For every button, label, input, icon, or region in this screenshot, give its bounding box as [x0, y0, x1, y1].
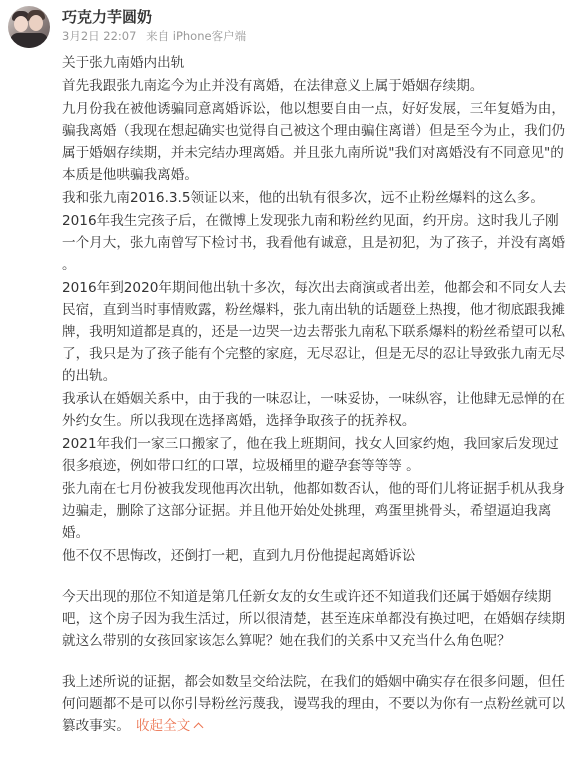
post-paragraph: 首先我跟张九南迄今为止并没有离婚，在法律意义上属于婚姻存续期。: [62, 78, 484, 94]
avatar-figure-face-right: [29, 15, 43, 31]
paragraph-gap: [62, 653, 568, 671]
post-date[interactable]: 3月2日 22:07: [62, 29, 137, 43]
collapse-label[interactable]: 收起全文: [135, 718, 191, 734]
post-source: 来自 iPhone客户端: [146, 29, 247, 43]
post-paragraph: 他不仅不思悔改，还倒打一耙，直到九月份他提起离婚诉讼: [62, 548, 416, 564]
post-title: 关于张九南婚内出轨: [62, 55, 185, 71]
post-paragraph: 九月份我在被他诱骗同意离婚诉讼，他以想要自由一点，好好发展，三年复婚为由，骗我离婚（我现在想起确实也觉得自己被这个理由骗住离谱）但是至今为止，我们仍属于婚姻存续期，并未完结办理离婚。并且张九南所说"我们对离婚没有不同意见"的本质是他哄骗我离婚。: [62, 101, 565, 183]
post-paragraph: 张九南在七月份被我发现他再次出轨，他都如数否认，他的哥们儿将证据手机从我身边骗走，删除了这部分证据。并且他开始处处挑理，鸡蛋里挑骨头，希望逼迫我离婚。: [62, 481, 565, 541]
post-paragraph: 我和张九南2016.3.5领证以来，他的出轨有很多次，远不止粉丝爆料的这么多。: [62, 190, 544, 206]
post-paragraph-text: 我上述所说的证据，都会如数呈交给法院，在我们的婚姻中确实存在很多问题，但任何问题都不是可以你引导粉丝污蔑我，谩骂我的理由，不要以为你有一点粉丝就可以篡改事实。: [62, 674, 565, 734]
author-name[interactable]: 巧克力芋圆奶: [62, 8, 153, 26]
post-paragraph-last: [62, 671, 568, 737]
collapse-full-text-button[interactable]: [136, 718, 202, 734]
post-header: [0, 0, 580, 50]
post-meta: [62, 28, 246, 44]
post-paragraph: 2016年到2020年期间他出轨十多次，每次出去商演或者出差，他都会和不同女人去民宿，直到当时事情败露，粉丝爆料，张九南出轨的话题登上热搜，他才彻底跟我摊牌，我明知道都是真的，还是一边哭一边去帮张九南私下联系爆料的粉丝希望可以私了，我只是为了孩子能有个完整的家庭，无尽忍让，但是无尽的忍让导致张九南无尽的出轨。: [62, 280, 567, 384]
paragraph-gap: [62, 568, 568, 586]
avatar-figure-body: [10, 33, 48, 48]
avatar-figure-face-left: [14, 16, 28, 32]
post-paragraph: 我承认在婚姻关系中，由于我的一味忍让，一味妥协，一味纵容，让他肆无忌惮的在外约女生。所以我现在选择离婚，选择争取孩子的抚养权。: [62, 391, 565, 429]
avatar[interactable]: [8, 6, 50, 48]
post-content: [62, 52, 568, 738]
chevron-up-icon[interactable]: [194, 723, 204, 733]
post-paragraph: 2016年我生完孩子后，在微博上发现张九南和粉丝约见面，约开房。这时我儿子刚一个月大，张九南曾写下检讨书，我看他有诚意，且是初犯，为了孩子，并没有离婚 。: [62, 213, 565, 273]
post-paragraph: 今天出现的那位不知道是第几任新女友的女生或许还不知道我们还属于婚姻存续期吧，这个房子因为我生活过，所以很清楚，甚至连床单都没有换过吧，在婚姻存续期就这么带别的女孩回家该怎么算呢？她在我们的关系中又充当什么角色呢？: [62, 589, 565, 649]
post-paragraph: 2021年我们一家三口搬家了，他在我上班期间，找女人回家约炮，我回家后发现过很多痕迹，例如带口红的口罩，垃圾桶里的避孕套等等等 。: [62, 436, 559, 474]
